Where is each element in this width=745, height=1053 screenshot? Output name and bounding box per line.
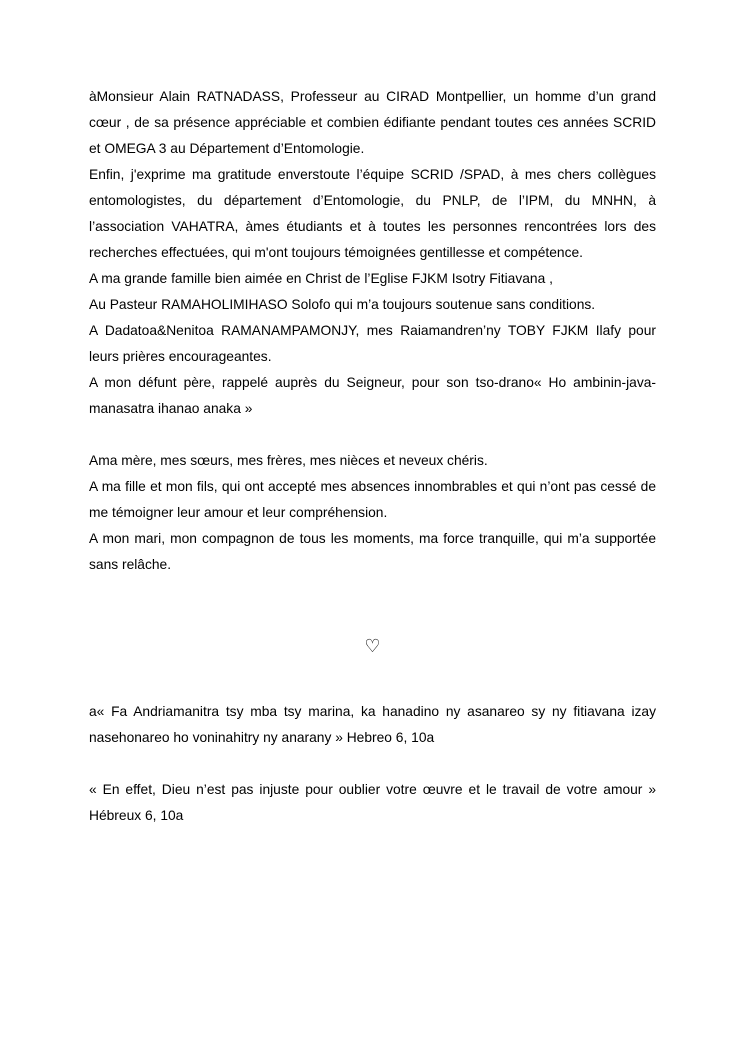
paragraph-famille-eglise: A ma grande famille bien aimée en Christ de l’Eglise FJKM Isotry Fitiavana , — [89, 271, 553, 286]
paragraph-fille-fils: A ma fille et mon fils, qui ont accepté mes absences innombrables et qui n’ont pas cessé de me témoigner leur amour et leur compréhension. — [89, 479, 656, 520]
paragraph-mari: A mon mari, mon compagnon de tous les moments, ma force tranquille, qui m’a supportée sans relâche. — [89, 531, 656, 572]
paragraph-dadatoa: A Dadatoa&Nenitoa RAMANAMPAMONJY, mes Raiamandren’ny TOBY FJKM Ilafy pour leurs prières encourageantes. — [89, 323, 656, 364]
paragraph-ratnadass: àMonsieur Alain RATNADASS, Professeur au CIRAD Montpellier, un homme d’un grand cœur , de sa présence appréciable et combien édifiante pendant toutes ces années SCRID et OMEGA 3 au Département d’Entomologie. — [89, 89, 656, 156]
paragraph-defunt-pere: A mon défunt père, rappelé auprès du Seigneur, pour son tso-drano« Ho ambinin-java-manasatra ihanao anaka » — [89, 375, 656, 416]
quote-french-hebreux: « En effet, Dieu n’est pas injuste pour oublier votre œuvre et le travail de votre amour » Hébreux 6, 10a — [89, 782, 656, 823]
heart-icon: ♡ — [364, 636, 381, 656]
paragraph-gratitude-scrid: Enfin, j'exprime ma gratitude enverstoute l’équipe SCRID /SPAD, à mes chers collègues entomologistes, du département d’Entomologie, du PNLP, de l’IPM, du MNHN, à l’association VAHATRA, àmes étudiants et à toutes les personnes rencontrées lors des recherches effectuées, qui m'ont toujours témoignées gentillesse et compétence. — [89, 167, 656, 260]
paragraph-mere-soeurs: Ama mère, mes sœurs, mes frères, mes nièces et neveux chéris. — [89, 453, 488, 468]
quote-malagasy-hebreo: a« Fa Andriamanitra tsy mba tsy marina, ka hanadino ny asanareo sy ny fitiavana izay nasehonareo ho voninahitry ny anarany » Hebreo 6, 10a — [89, 704, 656, 745]
paragraph-pasteur: Au Pasteur RAMAHOLIMIHASO Solofo qui m’a toujours soutenue sans conditions. — [89, 297, 596, 312]
